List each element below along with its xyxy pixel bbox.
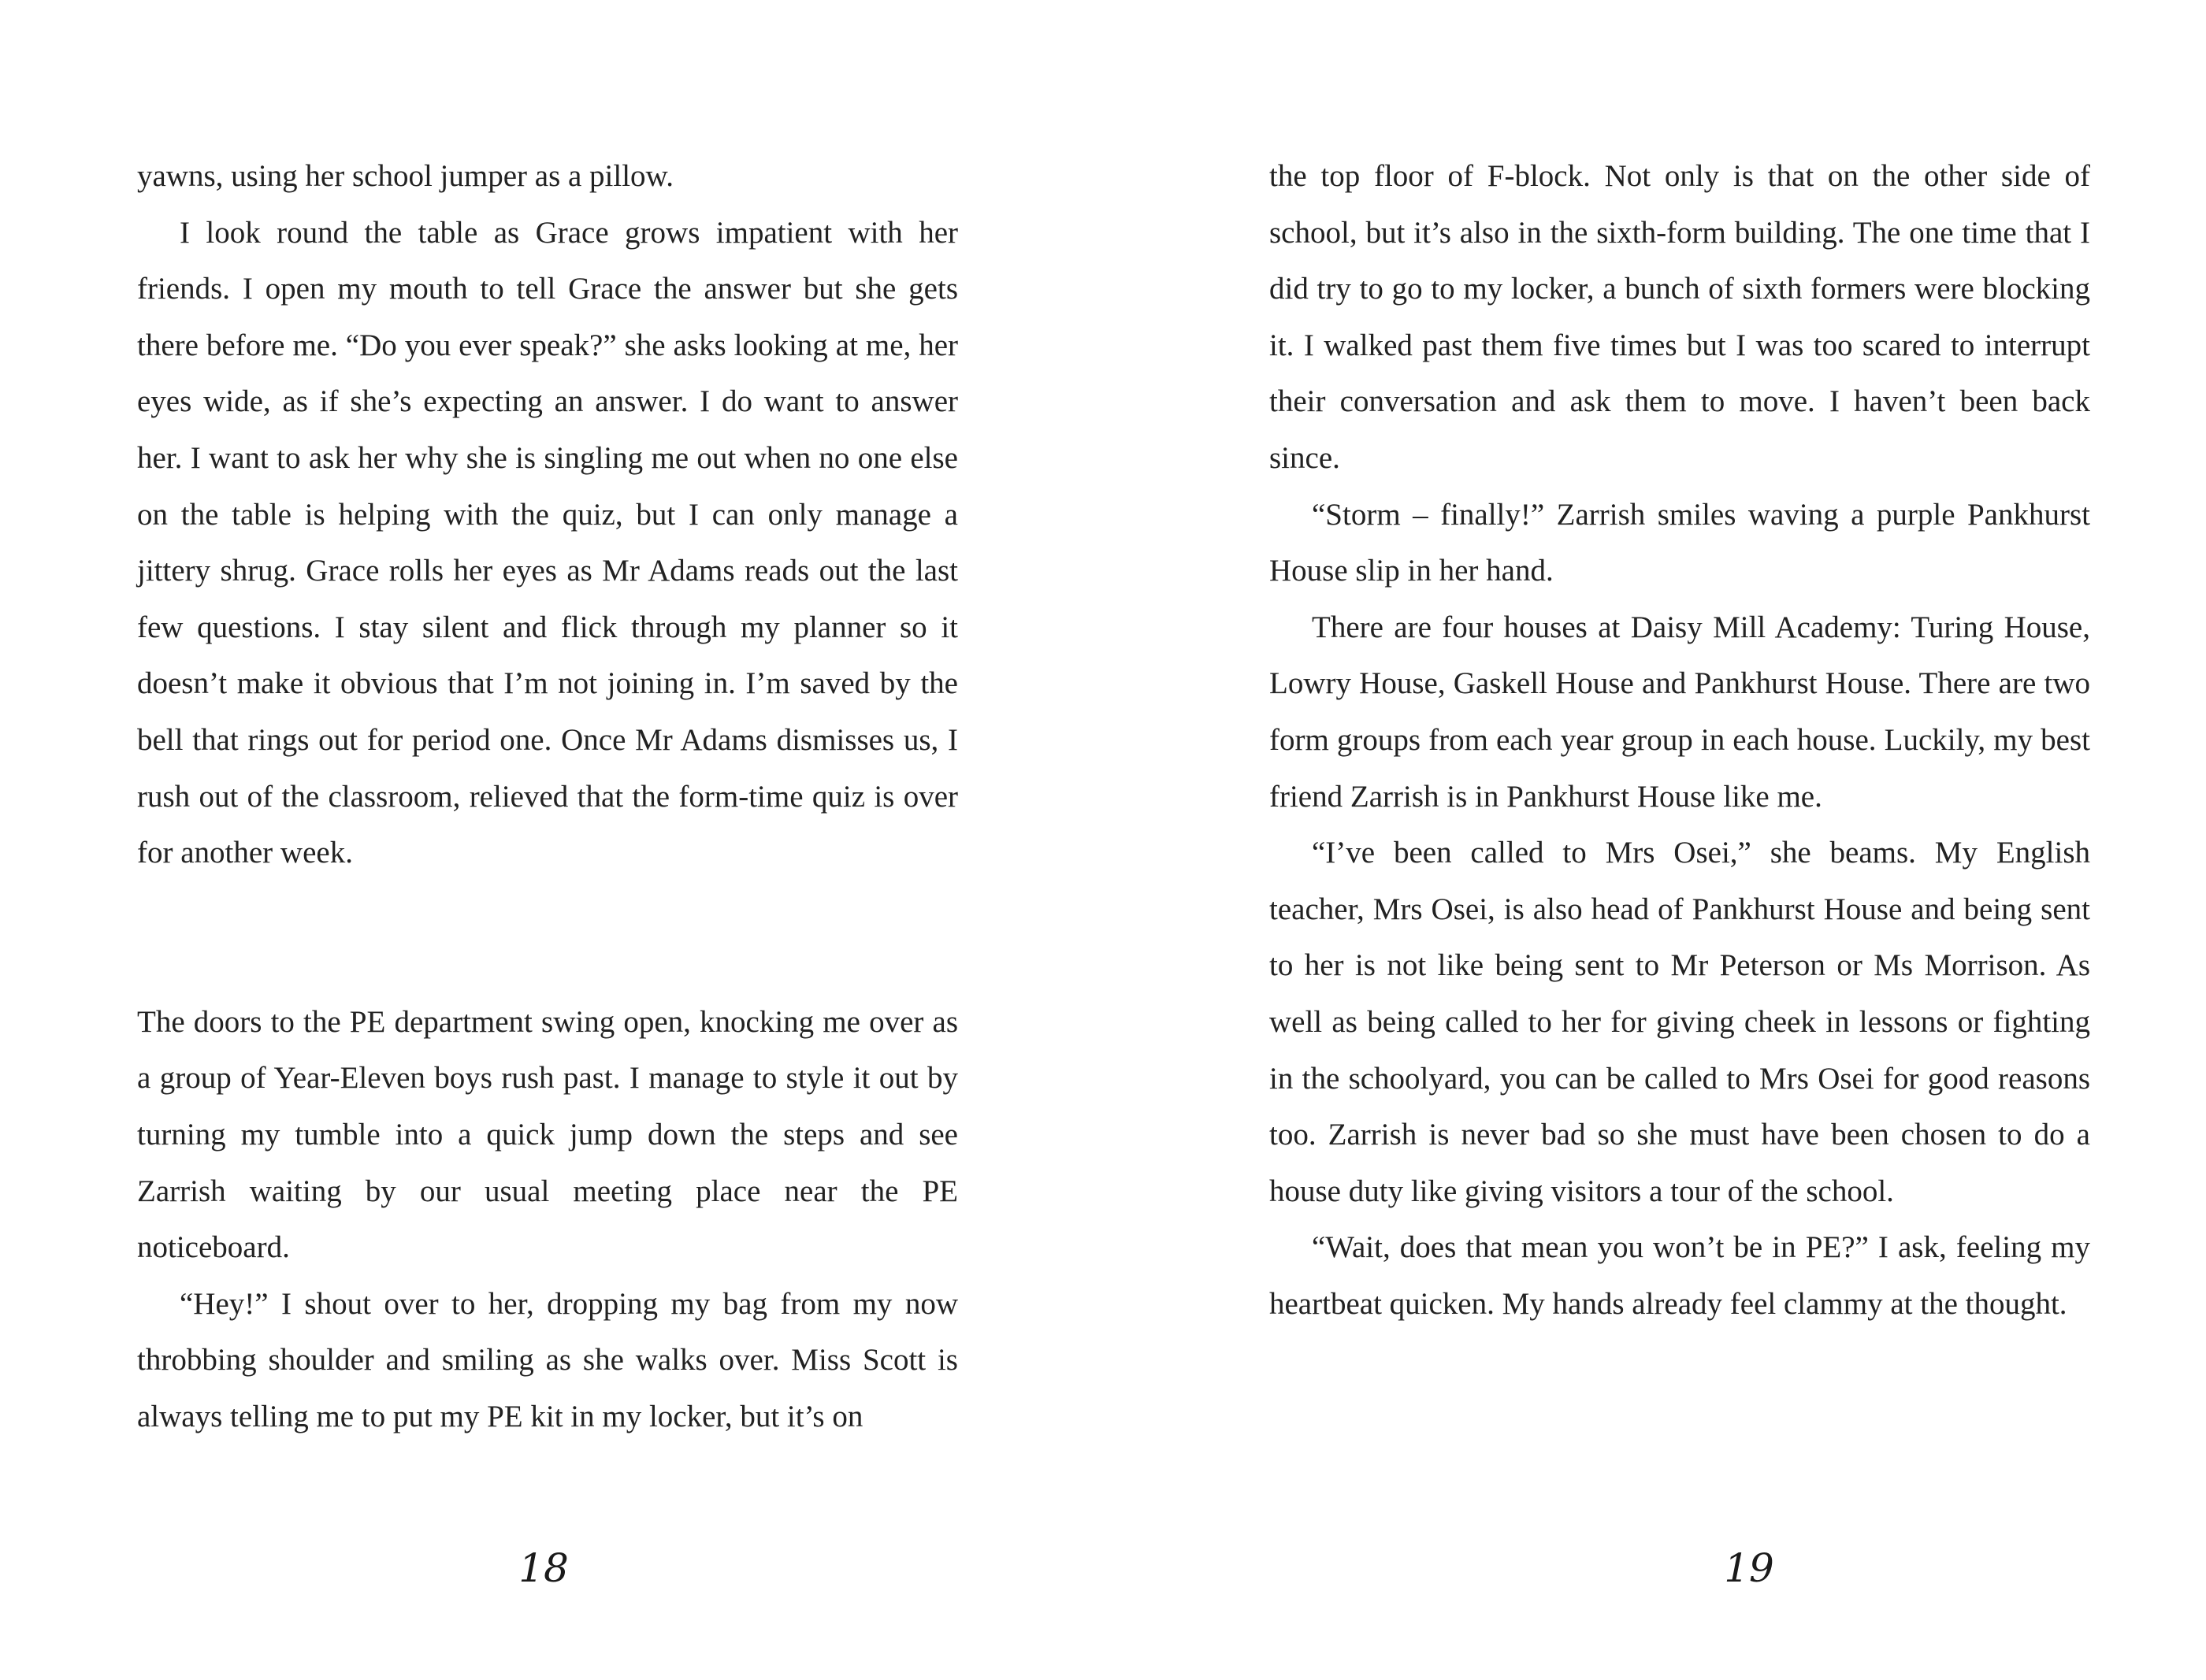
section-break [137, 881, 958, 994]
paragraph: The doors to the PE department swing open, knocking me over as a group of Year-Eleven boys rush past. I manage to style it out by turning my tumble into a quick jump down the steps and see Zarrish waiting by our usual meeting place near the PE noticeboard. [137, 1004, 958, 1265]
paragraph: I look round the table as Grace grows impatient with her friends. I open my mouth to tell Grace the answer but she gets there before me. “Do you ever speak?” she asks looking at me, her eyes wide, as if she’s expecting an answer. I do want to answer her. I want to ask her why she is singling me out when no one else on the table is helping with the quiz, but I can only manage a jittery shrug. Grace rolls her eyes as Mr Adams reads out the last few questions. I stay silent and flick through my planner so it doesn’t make it obvious that I’m not joining in. I’m saved by the bell that rings out for period one. Once Mr Adams dismisses us, I rush out of the classroom, relieved that the form-time quiz is over for another week. [137, 215, 958, 870]
paragraph: “Storm – finally!” Zarrish smiles waving a purple Pankhurst House slip in her hand. [1269, 497, 2090, 588]
paragraph: There are four houses at Daisy Mill Academy: Turing House, Lowry House, Gaskell House and Pankhurst House. There are two form groups from each year group in each house. Luckily, my best friend Zarrish is in Pankhurst House like me. [1269, 610, 2090, 814]
paragraph: “I’ve been called to Mrs Osei,” she beams. My English teacher, Mrs Osei, is also head of Pankhurst House and being sent to her is not like being sent to Mr Peterson or Ms Morrison. As well as being called to her for giving cheek in lessons or fighting in the schoolyard, you can be called to Mrs Osei for good reasons too. Zarrish is never bad so she must have been chosen to do a house duty like giving visitors a tour of the school. [1269, 836, 2090, 1208]
left-page-text [137, 148, 958, 1445]
page-number: 19 [1724, 1545, 1774, 1591]
paragraph: “Wait, does that mean you won’t be in PE?” I ask, feeling my heartbeat quicken. My hands already feel clammy at the thought. [1269, 1230, 2090, 1321]
paragraph: yawns, using her school jumper as a pillow. [137, 159, 674, 193]
right-page-text [1269, 148, 2090, 1332]
paragraph: “Hey!” I shout over to her, dropping my bag from my now throbbing shoulder and smiling as she walks over. Miss Scott is always telling me to put my PE kit in my locker, but it’s on [137, 1286, 958, 1433]
right-page [1103, 0, 2206, 1680]
paragraph: the top floor of F-block. Not only is that on the other side of school, but it’s also in the sixth-form building. The one time that I did try to go to my locker, a bunch of sixth formers were blocking it. I walked past them five times but I was too scared to interrupt their conversation and ask them to move. I haven’t been back since. [1269, 159, 2090, 475]
page-number: 18 [518, 1545, 569, 1591]
